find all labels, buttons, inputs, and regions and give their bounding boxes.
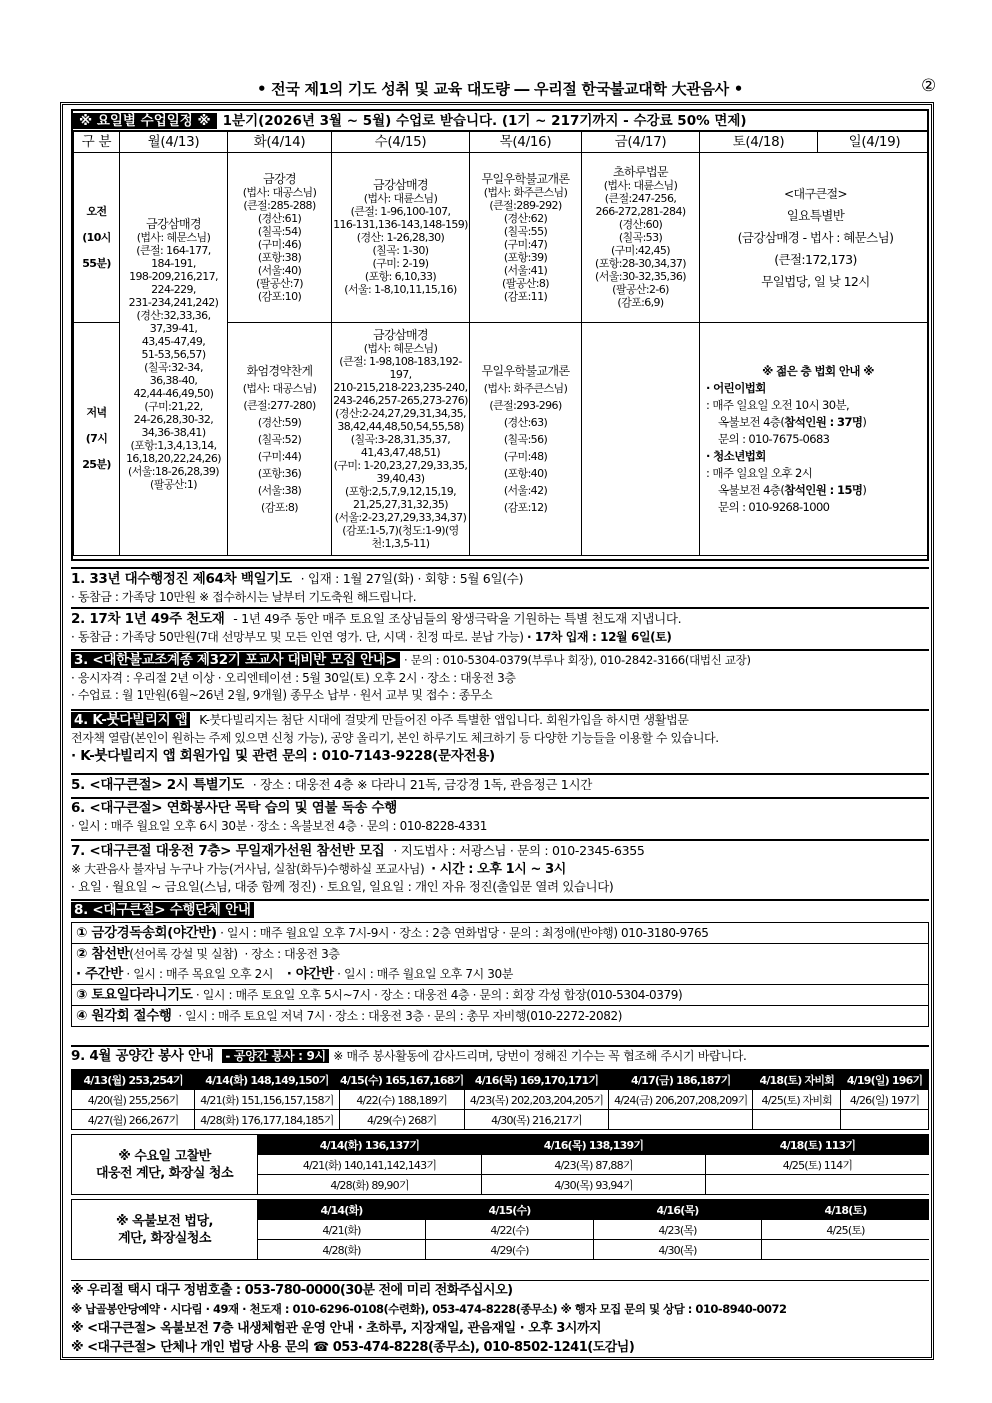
group-3-saturday-dharani: ③ 토요일다라니기도 · 일시 : 매주 토요일 오후 5시~7시 · 장소 : 대웅전 4층 · 문의 : 회장 각성 합장(010-5304-0379) <box>72 985 928 1006</box>
cleaning-cell: 4/23(목) <box>594 1220 762 1240</box>
schedule-line: (큰절:247-256, <box>604 192 677 205</box>
col-head-fri: 금(4/17) <box>582 132 700 153</box>
kitchen-cell: 4/26(일) 197기 <box>841 1090 929 1110</box>
kitchen-cell: 4/22(수) 188,189기 <box>339 1090 464 1110</box>
kitchen-service-table <box>71 1069 929 1130</box>
schedule-line: 266-272,281-284) <box>595 205 686 218</box>
wednesday-morning-class <box>332 153 470 323</box>
cleaning-cell: 4/28(화) <box>258 1240 426 1260</box>
schedule-line: 231-234,241,242) <box>128 295 219 309</box>
schedule-line: (서울:2-23,27,29,33,34,37) <box>334 510 467 524</box>
schedule-line: (칠곡:53) <box>618 231 663 244</box>
cleaning-cell: 4/25(토) 114기 <box>706 1155 930 1175</box>
cleaning-cell: 4/15(수) <box>426 1200 594 1220</box>
notice-9-title: 9. 4월 공양간 봉사 안내 - 공양간 봉사 : 9시 ※ 매주 봉사활동에 감사드리며, 당번이 정해진 기수는 꼭 협조해 주시기 바랍니다. <box>71 1048 747 1064</box>
kitchen-cell: 4/23(목) 202,203,204,205기 <box>464 1090 608 1110</box>
kitchen-row-3 <box>72 1110 929 1130</box>
schedule-line: (법사: 대륜스님) <box>363 192 438 205</box>
schedule-line: (경산:32,33,36, <box>136 308 211 322</box>
schedule-line: (구미: 2-19) <box>372 257 429 270</box>
schedule-line: (경산:61) <box>257 211 302 225</box>
schedule-title-text: 1분기(2026년 3월 ~ 5월) 수업로 받습니다. (1기 ~ 217기까지 - 수강료 50% 면제) <box>222 113 747 129</box>
schedule-line: 25분) <box>82 458 111 471</box>
evening-label <box>74 323 120 556</box>
schedule-line: (금강삼매경 - 법사 : 혜문스님) <box>737 229 894 245</box>
monday-class <box>120 153 228 556</box>
col-head-category: 구 분 <box>74 132 120 153</box>
schedule-line: (경산:2-24,27,29,31,34,35, <box>335 406 466 420</box>
schedule-line: 41,43,47,48,51) <box>360 445 441 459</box>
schedule-header-row <box>74 132 930 153</box>
schedule-line: (경산:63) <box>503 415 548 429</box>
practice-groups <box>71 922 929 1027</box>
schedule-line: 184-191, <box>151 256 196 270</box>
friday-morning-class <box>582 153 700 323</box>
schedule-line: (구미:21,22, <box>144 399 203 413</box>
kitchen-cell <box>841 1110 929 1130</box>
schedule-line: (경산:62) <box>503 211 548 225</box>
teen-dharma-time: : 매주 일요일 오후 2시 <box>706 465 813 480</box>
youth-notice-head: ※ 젊은 층 법회 안내 ※ <box>762 363 874 378</box>
schedule-line: <대구큰절> <box>784 186 847 201</box>
schedule-line: (서울:18-26,28,39) <box>128 464 219 478</box>
cleaning-cell: 4/29(수) <box>426 1240 594 1260</box>
kitchen-cell: 4/30(목) 216,217기 <box>464 1110 608 1130</box>
notice-6-detail: · 일시 : 매주 월요일 오후 6시 30분 · 장소 : 옥불보전 4층 · 문의 : 010-8228-4331 <box>71 819 488 833</box>
schedule-line: 무일우학불교개론 <box>481 171 570 186</box>
schedule-line: 34,36-38,41) <box>141 425 206 439</box>
schedule-line: 39,40,43) <box>376 471 425 485</box>
kitchen-cell: 4/25(토) 자비회 <box>753 1090 841 1110</box>
schedule-line: (법사: 대륜스님) <box>603 179 678 192</box>
notice-4-app <box>71 709 929 766</box>
schedule-line: 무일법당, 일 낮 12시 <box>761 273 870 289</box>
schedule-line: 오전 <box>86 204 107 218</box>
schedule-line: (법사: 혜문스님) <box>136 230 211 244</box>
cleaning-cell: 4/30(목) 93,94기 <box>482 1175 706 1195</box>
col-head-mon: 월(4/13) <box>120 132 228 153</box>
thursday-morning-class <box>470 153 582 323</box>
schedule-line: (포항:2,5,7,9,12,15,19, <box>344 484 457 498</box>
schedule-line: 224-229, <box>151 282 196 296</box>
schedule-line: (큰절:289-292) <box>489 198 562 212</box>
notice-7-meditation <box>71 839 929 895</box>
schedule-line: (법사: 화주큰스님) <box>483 381 568 395</box>
kitchen-cell: 4/16(목) 169,170,171기 <box>464 1070 608 1090</box>
schedule-line: (법사: 혜문스님) <box>363 341 438 355</box>
footer-columbarium: ※ 납골봉안당예약 · 시다림 · 49재 · 천도재 : 010-6296-0108(수련화), 053-474-8228(종무소) ※ 행자 모집 문의 및 상담 : 010-8940-0072 <box>71 1302 787 1316</box>
notice-3-detail-2: · 수업료 : 월 1만원(6월~26년 2월, 9개월) 종무소 납부 · 원서 교부 및 접수 : 종무소 <box>71 688 493 702</box>
schedule-line: (법사: 대공스님) <box>242 381 317 395</box>
schedule-line: 저녁 <box>86 406 107 419</box>
schedule-line: (감포:1-5,7)(청도:1-9)(영천:1,3,5-11) <box>342 523 459 550</box>
tuesday-evening-class <box>228 323 332 556</box>
schedule-line: (포항: 6,10,33) <box>364 270 437 283</box>
cleaning-cell: 4/23(목) 87,88기 <box>482 1155 706 1175</box>
cleaning-cell: 4/28(화) 89,90기 <box>258 1175 482 1195</box>
col-head-sat: 토(4/18) <box>700 132 818 153</box>
schedule-line: (서울:40) <box>257 263 302 277</box>
schedule-line: (칠곡:56) <box>503 432 548 446</box>
schedule-line: (서울: 1-8,10,11,15,16) <box>344 283 457 296</box>
schedule-line: 243-246,257-265,273-276) <box>333 393 468 407</box>
schedule-line: (큰절:285-288) <box>243 198 316 212</box>
schedule-line: (서울:42) <box>503 483 548 497</box>
notice-9-kitchen-service <box>71 1045 929 1260</box>
schedule-line: (경산: 1-26,28,30) <box>356 231 445 244</box>
page-header-title: • 전국 제1의 기도 성취 및 교육 대도량 ― 우리절 한국불교대학 大관음사 • <box>256 80 744 98</box>
schedule-line: (큰절:277-280) <box>243 398 316 412</box>
kitchen-cell: 4/20(월) 255,256기 <box>72 1090 195 1110</box>
cleaning-cell: 4/21(화) 140,141,142,143기 <box>258 1155 482 1175</box>
schedule-line: (구미:47) <box>503 237 548 251</box>
group-4-bowing-practice: ④ 원각회 절수행 · 일시 : 매주 토요일 저녁 7시 · 장소 : 대웅전 3층 · 문의 : 총무 자비행(010-2272-2082) <box>76 1008 623 1024</box>
morning-label <box>74 153 120 323</box>
notice-3-detail-1: · 응시자격 : 우리절 2년 이상 · 오리엔테이션 : 5월 30일(토) 오후 2시 · 장소 : 대웅전 3층 <box>71 671 516 685</box>
schedule-line: (구미:46) <box>257 237 302 251</box>
page-number: ② <box>921 76 936 96</box>
schedule-line: (큰절: 1-98,108-183,192-197, <box>339 354 462 381</box>
cleaning-cell: 4/18(토) 113기 <box>706 1135 930 1155</box>
schedule-line: 21,25,27,31,32,35) <box>353 497 448 511</box>
col-head-wed: 수(4/15) <box>332 132 470 153</box>
teen-dharma-contact: 문의 : 010-9268-1000 <box>718 499 830 514</box>
footer-taxi: ※ 우리절 택시 대구 정범호출 : 053-780-0000(30분 전에 미리 전화주십시오) <box>71 1283 513 1298</box>
thursday-evening-class <box>470 323 582 556</box>
notice-6-title: 6. <대구큰절> 연화봉사단 목탁 습의 및 염불 독송 수행 <box>71 800 397 816</box>
cleaning-cell: 4/30(목) <box>594 1240 762 1260</box>
page-frame <box>60 102 934 1360</box>
schedule-line: 무일우학불교개론 <box>481 363 570 378</box>
schedule-line: 38,42,44,48,50,54,55,58) <box>337 419 464 433</box>
cleaning-cell: 4/22(수) <box>426 1220 594 1240</box>
cleaning-cell: 4/18(토) <box>762 1200 930 1220</box>
schedule-table <box>73 131 929 556</box>
footer-hall-rental: ※ <대구큰절> 단체나 개인 법당 사용 문의 ☎ 053-474-8228(종무소), 010-8502-1241(도감님) <box>71 1340 635 1355</box>
schedule-line: 37,39-41, <box>149 321 198 335</box>
notice-7-detail-2: · 요일 · 월요일 ~ 금요일(스님, 대중 함께 정진) · 토요일, 일요일 : 개인 자유 정진(출입문 열려 있습니다) <box>71 879 614 894</box>
kitchen-row-1 <box>72 1070 929 1090</box>
schedule-line: 금강삼매경 <box>373 327 428 342</box>
schedule-line: 16,18,20,22,24,26) <box>126 451 221 465</box>
schedule-line: 초하루법문 <box>613 165 668 179</box>
cleaning-2-label: ※ 옥불보전 법당, 계단, 화장실청소 <box>72 1200 258 1260</box>
schedule-line: (칠곡:55) <box>503 224 548 238</box>
schedule-line: 42,44-46,49,50) <box>133 386 214 400</box>
notice-4-contact[interactable]: · K-붓다빌리지 앱 회원가입 및 관련 문의 : 010-7143-9228(문자전용) <box>71 748 495 764</box>
schedule-line: 금강경 <box>263 171 296 186</box>
notice-6-chanting <box>71 797 929 835</box>
class-schedule <box>71 109 929 561</box>
kids-dharma-time: : 매주 일요일 오전 10시 30분, <box>706 397 850 412</box>
schedule-title <box>73 111 927 131</box>
schedule-line: (포항:28-30,34,37) <box>595 257 686 270</box>
schedule-line: (팔공산:8) <box>502 276 549 290</box>
cleaning-cell: 4/21(화) <box>258 1220 426 1240</box>
schedule-line: 210-215,218-223,235-240, <box>333 380 468 394</box>
schedule-line: (감포:10) <box>257 289 302 303</box>
kitchen-cell: 4/13(월) 253,254기 <box>72 1070 195 1090</box>
cleaning-1-label: ※ 수요일 고찰반 대웅전 계단, 화장실 청소 <box>72 1135 258 1195</box>
kitchen-cell: 4/28(화) 176,177,184,185기 <box>195 1110 339 1130</box>
kitchen-cell <box>753 1110 841 1130</box>
teen-dharma-title: · 청소년법회 <box>706 448 766 463</box>
schedule-title-tag: ※ 요일별 수업일정 ※ <box>73 113 217 129</box>
schedule-line: 51-53,56,57) <box>141 347 206 361</box>
schedule-line: (팔공산:1) <box>150 477 197 491</box>
cleaning-table-1 <box>71 1134 929 1195</box>
kitchen-cell: 4/21(화) 151,156,157,158기 <box>195 1090 339 1110</box>
schedule-line: (칠곡: 1-30) <box>372 244 429 257</box>
footer-notices <box>71 1280 929 1357</box>
schedule-line: 일요특별반 <box>786 207 845 223</box>
schedule-line: (감포:6,9) <box>617 296 664 309</box>
schedule-line: (서울:41) <box>503 263 548 277</box>
notice-1-title: 1. 33년 대수행정진 제64차 백일기도 · 입재 : 1월 27일(화) · 회향 : 5월 6일(수) <box>71 571 524 587</box>
notice-2-memorial <box>71 607 929 646</box>
cleaning-cell: 4/16(목) 138,139기 <box>482 1135 706 1155</box>
teen-dharma-place: 옥불보전 4층(참석인원 : 15명) <box>718 482 867 497</box>
group-1-diamond-sutra: ① 금강경독송회(야간반) · 일시 : 매주 월요일 오후 7시-9시 · 장소 : 2층 연화법당 · 문의 : 최정애(반야행) 010-3180-9765 <box>72 923 928 944</box>
schedule-line: (큰절: 1-96,100-107, <box>350 205 451 218</box>
schedule-line: (서울:30-32,35,36) <box>595 270 686 283</box>
cleaning-cell <box>762 1240 930 1260</box>
footer-experience-hall: ※ <대구큰절> 옥불보전 7층 내생체험관 운영 안내 · 초하루, 지장재일, 관음재일 · 오후 3시까지 <box>71 1321 602 1336</box>
schedule-line: (감포:8) <box>261 500 298 514</box>
tuesday-morning-class <box>228 153 332 323</box>
notice-5-title: 5. <대구큰절> 2시 특별기도 · 장소 : 대웅전 4층 ※ 다라니 21독, 금강경 1독, 관음정근 1시간 <box>71 777 593 793</box>
schedule-line: (감포:11) <box>503 289 548 303</box>
notice-7-detail-1: ※ 大관음사 불자님 누구나 가능(거사님, 실참(화두)수행하실 포교사님) · 시간 : 오후 1시 ~ 3시 <box>71 862 566 877</box>
schedule-line: 55분) <box>82 256 111 270</box>
notice-2-detail: · 동참금 : 가족당 50만원(7대 선망부모 및 모든 인연 영가. 단, 시댁 · 친정 따로. 분납 가능) · 17차 입재 : 12월 6일(토) <box>71 630 672 644</box>
notice-2-title: 2. 17차 1년 49주 천도재 - 1년 49주 동안 매주 토요일 조상님들의 왕생극락을 기원하는 특별 천도재 지냅니다. <box>71 611 682 627</box>
schedule-line: 화엄경약찬게 <box>246 363 313 378</box>
schedule-line: (포항:39) <box>503 250 548 264</box>
schedule-line: 금강삼매경 <box>146 216 201 231</box>
kitchen-cell: 4/17(금) 186,187기 <box>609 1070 753 1090</box>
schedule-line: (칠곡:54) <box>257 224 302 238</box>
wednesday-evening-class <box>332 323 470 556</box>
page-header <box>60 78 940 100</box>
schedule-line: 116-131,136-143,148-159) <box>333 218 468 231</box>
cleaning-cell <box>706 1175 930 1195</box>
kitchen-cell <box>609 1110 753 1130</box>
notice-8-groups <box>71 899 929 1027</box>
schedule-line: (법사: 대공스님) <box>242 185 317 199</box>
kitchen-cell: 4/24(금) 206,207,208,209기 <box>609 1090 753 1110</box>
notice-3-missionary <box>71 649 929 704</box>
notice-7-title: 7. <대구큰절 대웅전 7층> 무일재가선원 참선반 모집 · 지도법사 : 서광스님 · 문의 : 010-2345-6355 <box>71 843 645 859</box>
schedule-line: (칠곡:32-34, <box>144 360 203 374</box>
schedule-line: 36,38-40, <box>149 373 198 387</box>
kids-dharma-place: 옥불보전 4층(참석인원 : 37명) <box>718 414 867 429</box>
notice-4-title: 4. K-붓다빌리지 앱 K-붓다빌리지는 첨단 시대에 걸맞게 만들어진 아주 특별한 앱입니다. 회원가입을 하시면 생활법문 <box>71 711 929 730</box>
schedule-line: (서울:38) <box>257 483 302 497</box>
kitchen-cell: 4/29(수) 268기 <box>339 1110 464 1130</box>
notice-3-title: 3. <대한불교조계종 제32기 포교사 대비반 모집 안내> · 문의 : 010-5304-0379(부루나 회장), 010-2842-3166(대법신 교장) <box>71 651 929 670</box>
weekend-morning-class <box>700 153 930 323</box>
kitchen-cell: 4/14(화) 148,149,150기 <box>195 1070 339 1090</box>
schedule-line: (칠곡:3-28,31,35,37, <box>350 432 451 446</box>
col-head-sun: 일(4/19) <box>818 132 930 153</box>
schedule-line: (법사: 화주큰스님) <box>483 185 568 199</box>
kids-dharma-title: · 어린이법회 <box>706 380 766 395</box>
schedule-line: (구미:44) <box>257 449 302 463</box>
schedule-line: (큰절:293-296) <box>489 398 562 412</box>
kitchen-cell: 4/15(수) 165,167,168기 <box>339 1070 464 1090</box>
schedule-line: (큰절: 164-177, <box>136 243 211 257</box>
schedule-line: (구미:48) <box>503 449 548 463</box>
schedule-line: (경산:60) <box>618 218 663 231</box>
schedule-line: (포항:40) <box>503 466 548 480</box>
cleaning-table-2 <box>71 1199 929 1260</box>
kitchen-cell: 4/19(일) 196기 <box>841 1070 929 1090</box>
schedule-line: 43,45-47,49, <box>141 334 206 348</box>
schedule-line: 금강삼매경 <box>373 178 428 192</box>
schedule-line: (경산:59) <box>257 415 302 429</box>
col-head-thu: 목(4/16) <box>470 132 582 153</box>
schedule-line: (칠곡:52) <box>257 432 302 446</box>
notice-1-prayer <box>71 567 929 606</box>
schedule-line: (감포:12) <box>503 500 548 514</box>
schedule-line: (10시 <box>82 230 111 244</box>
kids-dharma-contact: 문의 : 010-7675-0683 <box>718 431 830 446</box>
schedule-line: 198-209,216,217, <box>129 269 218 283</box>
group-2-seon: ② 참선반(선어록 강설 및 실참) · 장소 : 대웅전 3층 · 주간반 · 일시 : 매주 목요일 오후 2시 · 야간반 · 일시 : 매주 월요일 오후 7시 30분 <box>72 944 928 985</box>
cleaning-cell: 4/14(화) <box>258 1200 426 1220</box>
schedule-line: (포항:36) <box>257 466 302 480</box>
cleaning-cell: 4/14(화) 136,137기 <box>258 1135 482 1155</box>
schedule-line: (포항:38) <box>257 250 302 264</box>
notice-5-special-prayer <box>71 773 929 795</box>
col-head-tue: 화(4/14) <box>228 132 332 153</box>
cleaning-cell: 4/16(목) <box>594 1200 762 1220</box>
schedule-line: (큰절:172,173) <box>774 251 857 267</box>
notice-1-detail: · 동참금 : 가족당 10만원 ※ 접수하시는 날부터 기도축원 해드립니다. <box>71 590 417 604</box>
morning-row <box>74 153 930 323</box>
notice-4-detail: 전자책 열람(본인이 원하는 주제 있으면 신청 가능), 공양 올리기, 본인 하루기도 체크하기 등 다양한 기능들을 이용할 수 있습니다. <box>71 731 719 745</box>
youth-dharma-notice <box>700 323 930 556</box>
kitchen-cell: 4/27(월) 266,267기 <box>72 1110 195 1130</box>
schedule-line: (팔공산:2-6) <box>612 283 669 296</box>
notice-8-title: 8. <대구큰절> 수행단체 안내 <box>71 901 929 920</box>
schedule-line: (구미: 1-20,23,27,29,33,35, <box>333 458 468 472</box>
schedule-line: (팔공산:7) <box>256 276 303 290</box>
schedule-line: (포항:1,3,4,13,14, <box>130 438 217 452</box>
cleaning-cell: 4/25(토) <box>762 1220 930 1240</box>
schedule-line: 24-26,28,30-32, <box>133 412 214 426</box>
kitchen-cell: 4/18(토) 자비회 <box>753 1070 841 1090</box>
kitchen-row-2 <box>72 1090 929 1110</box>
friday-evening-empty <box>582 323 700 556</box>
schedule-line: (구미:42,45) <box>610 244 671 257</box>
schedule-line: (7시 <box>85 432 108 445</box>
